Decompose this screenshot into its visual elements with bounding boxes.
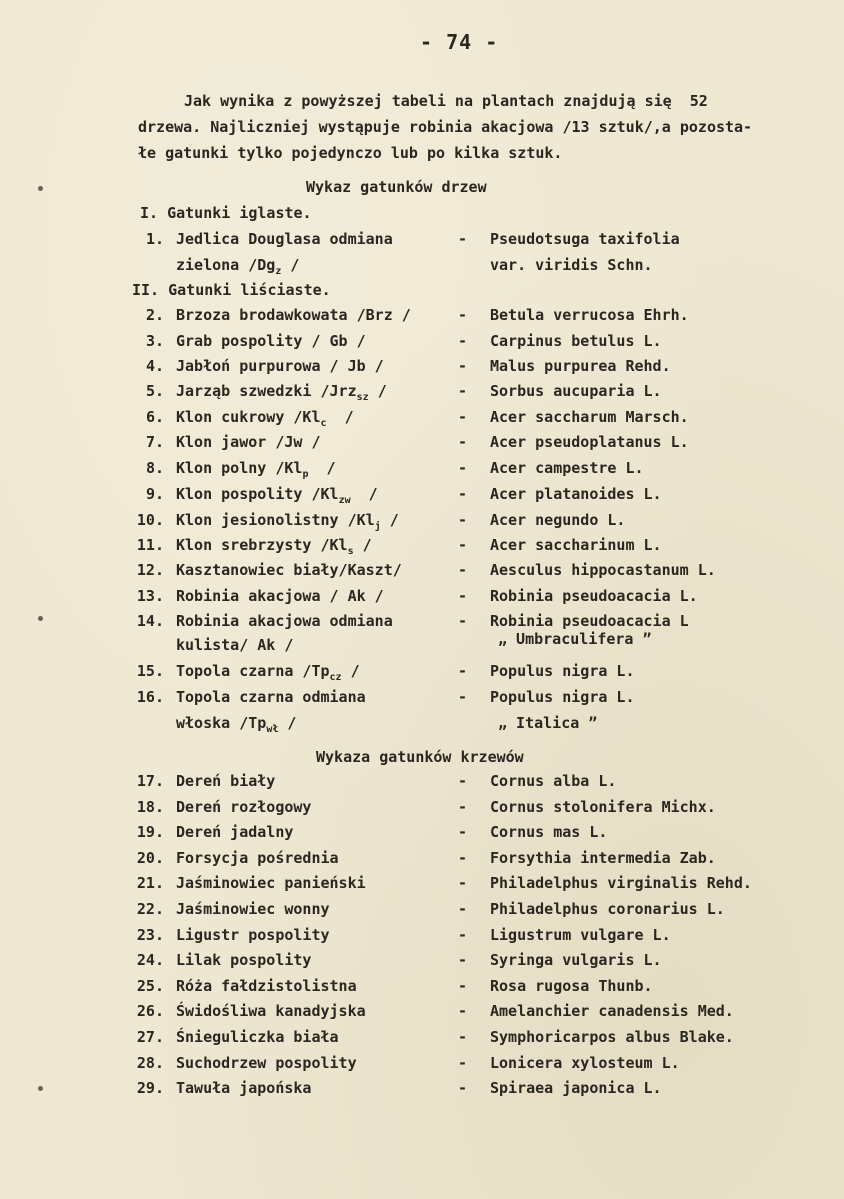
polish-name-cont: kulista/ Ak / <box>176 636 294 654</box>
item-number: 22. <box>136 900 164 918</box>
polish-name-cont-tail: / <box>278 714 297 732</box>
dash-separator: - <box>458 459 468 477</box>
item-number: 21. <box>136 874 164 892</box>
latin-name: Acer saccharum Marsch. <box>490 408 689 426</box>
shrubs-heading: Wykaza gatunków krzewów <box>316 748 524 766</box>
polish-name: Suchodrzew pospolity <box>176 1054 357 1072</box>
item-number: 17. <box>136 772 164 790</box>
dash-separator: - <box>458 823 468 841</box>
item-number: 28. <box>136 1054 164 1072</box>
dash-separator: - <box>458 306 468 324</box>
latin-name: Robinia pseudoacacia L <box>490 612 689 630</box>
polish-name-text: Klon cukrowy /Kl <box>176 408 321 426</box>
polish-name <box>176 408 354 429</box>
latin-name: Cornus mas L. <box>490 823 608 841</box>
polish-name <box>176 459 336 480</box>
dash-separator: - <box>458 977 468 995</box>
section-deciduous: II. Gatunki liściaste. <box>132 281 331 299</box>
dash-separator: - <box>458 230 468 248</box>
item-number: 8. <box>145 459 164 477</box>
latin-name: Pseudotsuga taxifolia <box>490 230 680 248</box>
dash-separator: - <box>458 332 468 350</box>
dash-separator: - <box>458 1002 468 1020</box>
polish-name: Dereń jadalny <box>176 823 294 841</box>
dash-separator: - <box>458 662 468 680</box>
latin-name-cont: „ Italica ” <box>498 714 598 732</box>
item-number: 4. <box>145 357 164 375</box>
latin-name: Robinia pseudoacacia L. <box>490 587 698 605</box>
dash-separator: - <box>458 1054 468 1072</box>
polish-name <box>176 662 360 683</box>
dash-separator: - <box>458 798 468 816</box>
polish-name: Jedlica Douglasa odmiana <box>176 230 393 248</box>
abbrev-subscript: p <box>302 469 309 480</box>
latin-name: Spiraea japonica L. <box>490 1079 662 1097</box>
polish-name <box>176 485 378 506</box>
item-number: 7. <box>145 433 164 451</box>
page-number: - 74 - <box>420 30 499 54</box>
polish-name-cont-text: zielona /Dg <box>176 256 276 274</box>
latin-name: Symphoricarpos albus Blake. <box>490 1028 734 1046</box>
abbrev-subscript: c <box>320 418 327 429</box>
latin-name: Populus nigra L. <box>490 662 635 680</box>
polish-name-text: Klon srebrzysty /Kl <box>176 536 348 554</box>
polish-name-cont-text: włoska /Tp <box>176 714 267 732</box>
dash-separator: - <box>458 874 468 892</box>
polish-name-text: Topola czarna /Tp <box>176 662 330 680</box>
latin-name: Philadelphus virginalis Rehd. <box>490 874 752 892</box>
polish-name-tail: / <box>341 662 360 680</box>
polish-name: Jabłoń purpurowa / Jb / <box>176 357 384 375</box>
dash-separator: - <box>458 1079 468 1097</box>
margin-mark <box>38 1086 43 1091</box>
latin-name: Sorbus aucuparia L. <box>490 382 662 400</box>
abbrev-subscript: zw <box>338 495 351 506</box>
polish-name: Topola czarna odmiana <box>176 688 366 706</box>
abbrev-subscript: cz <box>329 672 342 683</box>
item-number: 23. <box>136 926 164 944</box>
dash-separator: - <box>458 1028 468 1046</box>
item-number: 2. <box>145 306 164 324</box>
abbrev-subscript: s <box>347 546 354 557</box>
polish-name: Robinia akacjowa odmiana <box>176 612 393 630</box>
margin-mark <box>38 186 43 191</box>
polish-name-text: Klon pospolity /Kl <box>176 485 339 503</box>
dash-separator: - <box>458 951 468 969</box>
latin-name: Acer saccharinum L. <box>490 536 662 554</box>
item-number: 16. <box>136 688 164 706</box>
abbrev-subscript: sz <box>356 392 369 403</box>
polish-name: Róża fałdzistolistna <box>176 977 357 995</box>
polish-name: Klon jawor /Jw / <box>176 433 321 451</box>
polish-name-cont-tail: / <box>281 256 300 274</box>
polish-name: Jaśminowiec wonny <box>176 900 330 918</box>
polish-name-cont <box>176 714 296 735</box>
item-number: 9. <box>145 485 164 503</box>
polish-name-tail: / <box>350 485 378 503</box>
latin-name: Acer platanoides L. <box>490 485 662 503</box>
polish-name-tail: / <box>380 511 399 529</box>
dash-separator: - <box>458 511 468 529</box>
polish-name <box>176 382 387 403</box>
polish-name-text: Klon polny /Kl <box>176 459 303 477</box>
item-number: 14. <box>136 612 164 630</box>
intro-line-2: drzewa. Najliczniej wystąpuje robinia akacjowa /13 sztuk/,a pozosta- <box>138 118 753 136</box>
item-number: 13. <box>136 587 164 605</box>
item-number: 1. <box>145 230 164 248</box>
item-number: 26. <box>136 1002 164 1020</box>
polish-name: Jaśminowiec panieński <box>176 874 366 892</box>
abbrev-subscript: wł <box>266 724 279 735</box>
dash-separator: - <box>458 900 468 918</box>
latin-name-cont: „ Umbraculifera ” <box>498 630 652 648</box>
dash-separator: - <box>458 612 468 630</box>
item-number: 3. <box>145 332 164 350</box>
item-number: 10. <box>136 511 164 529</box>
polish-name <box>176 511 399 532</box>
dash-separator: - <box>458 408 468 426</box>
dash-separator: - <box>458 536 468 554</box>
latin-name: Acer negundo L. <box>490 511 626 529</box>
dash-separator: - <box>458 772 468 790</box>
polish-name-text: Jarząb szwedzki /Jrz <box>176 382 357 400</box>
latin-name: Betula verrucosa Ehrh. <box>490 306 689 324</box>
polish-name-tail: / <box>368 382 387 400</box>
dash-separator: - <box>458 688 468 706</box>
dash-separator: - <box>458 357 468 375</box>
abbrev-subscript: z <box>275 266 282 277</box>
polish-name: Dereń rozłogowy <box>176 798 312 816</box>
item-number: 20. <box>136 849 164 867</box>
polish-name: Brzoza brodawkowata /Brz / <box>176 306 411 324</box>
dash-separator: - <box>458 587 468 605</box>
latin-name: Lonicera xylosteum L. <box>490 1054 680 1072</box>
polish-name: Lilak pospolity <box>176 951 312 969</box>
polish-name: Tawuła japońska <box>176 1079 312 1097</box>
item-number: 6. <box>145 408 164 426</box>
item-number: 29. <box>136 1079 164 1097</box>
dash-separator: - <box>458 485 468 503</box>
latin-name: Amelanchier canadensis Med. <box>490 1002 734 1020</box>
latin-name: Philadelphus coronarius L. <box>490 900 725 918</box>
polish-name-tail: / <box>353 536 372 554</box>
dash-separator: - <box>458 926 468 944</box>
latin-name: Carpinus betulus L. <box>490 332 662 350</box>
intro-line-1: Jak wynika z powyższej tabeli na plantach znajdują się 52 <box>184 92 708 110</box>
trees-heading: Wykaz gatunków drzew <box>306 178 487 196</box>
item-number: 12. <box>136 561 164 579</box>
dash-separator: - <box>458 561 468 579</box>
polish-name-tail: / <box>308 459 336 477</box>
item-number: 25. <box>136 977 164 995</box>
latin-name: Populus nigra L. <box>490 688 635 706</box>
polish-name-cont <box>176 256 299 277</box>
polish-name: Śnieguliczka biała <box>176 1028 339 1046</box>
latin-name: Malus purpurea Rehd. <box>490 357 671 375</box>
item-number: 18. <box>136 798 164 816</box>
item-number: 24. <box>136 951 164 969</box>
item-number: 5. <box>145 382 164 400</box>
latin-name: Cornus stolonifera Michx. <box>490 798 716 816</box>
polish-name: Kasztanowiec biały/Kaszt/ <box>176 561 402 579</box>
latin-name: Forsythia intermedia Zab. <box>490 849 716 867</box>
polish-name <box>176 536 372 557</box>
margin-mark <box>38 616 43 621</box>
latin-name: Ligustrum vulgare L. <box>490 926 671 944</box>
item-number: 27. <box>136 1028 164 1046</box>
intro-line-3: łe gatunki tylko pojedynczo lub po kilka sztuk. <box>138 144 563 162</box>
item-number: 15. <box>136 662 164 680</box>
polish-name: Ligustr pospolity <box>176 926 330 944</box>
polish-name: Forsycja pośrednia <box>176 849 339 867</box>
polish-name-text: Klon jesionolistny /Kl <box>176 511 375 529</box>
latin-name: Aesculus hippocastanum L. <box>490 561 716 579</box>
latin-name: Acer campestre L. <box>490 459 644 477</box>
dash-separator: - <box>458 849 468 867</box>
section-conifers: I. Gatunki iglaste. <box>140 204 312 222</box>
polish-name: Świdośliwa kanadyjska <box>176 1002 366 1020</box>
dash-separator: - <box>458 433 468 451</box>
latin-name: Rosa rugosa Thunb. <box>490 977 653 995</box>
item-number: 11. <box>136 536 164 554</box>
polish-name-tail: / <box>326 408 354 426</box>
polish-name: Grab pospolity / Gb / <box>176 332 366 350</box>
dash-separator: - <box>458 382 468 400</box>
latin-name: Acer pseudoplatanus L. <box>490 433 689 451</box>
latin-name-cont: var. viridis Schn. <box>490 256 653 274</box>
polish-name: Robinia akacjowa / Ak / <box>176 587 384 605</box>
abbrev-subscript: j <box>374 521 381 532</box>
polish-name: Dereń biały <box>176 772 276 790</box>
latin-name: Syringa vulgaris L. <box>490 951 662 969</box>
item-number: 19. <box>136 823 164 841</box>
latin-name: Cornus alba L. <box>490 772 617 790</box>
